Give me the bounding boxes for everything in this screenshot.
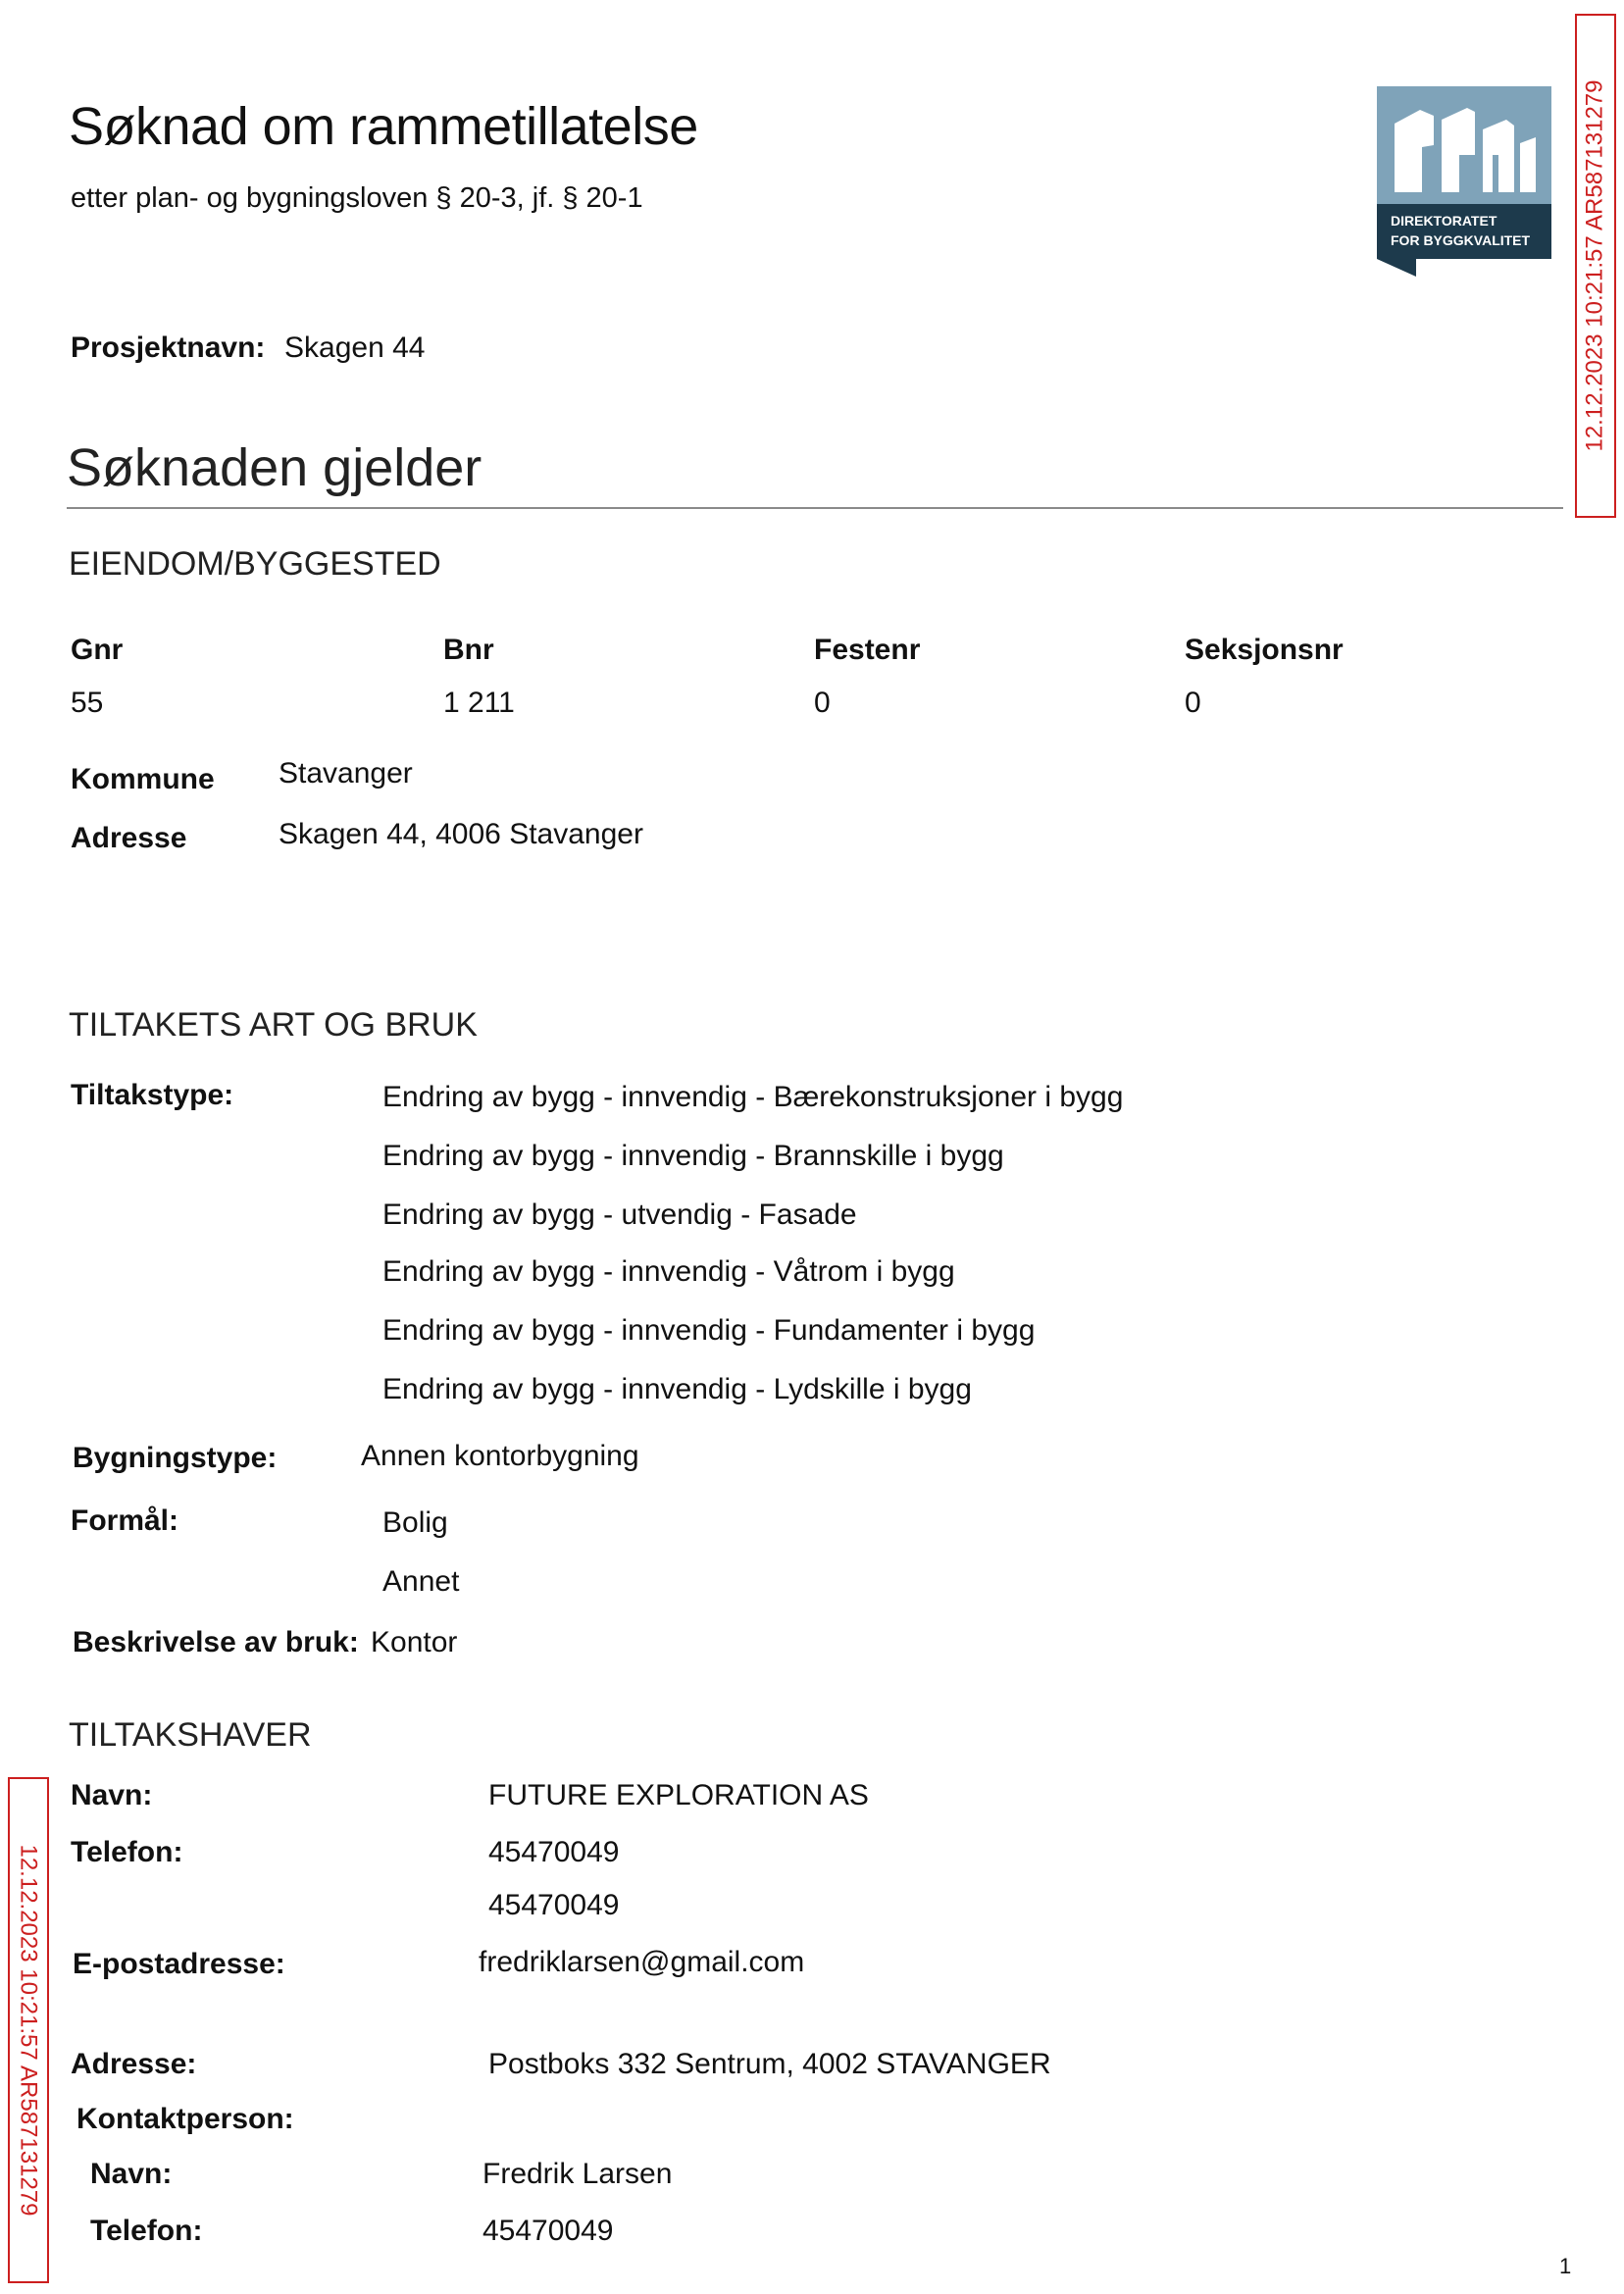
tiltakstype-item: Endring av bygg - utvendig - Fasade	[382, 1198, 857, 1231]
tiltakstype-item: Endring av bygg - innvendig - Fundamenter i bygg	[382, 1314, 1036, 1347]
kontaktperson-label: Kontaktperson:	[76, 2103, 294, 2135]
eiendom-heading: EIENDOM/BYGGESTED	[69, 545, 441, 583]
project-value: Skagen 44	[284, 331, 426, 364]
navn-label: Navn:	[71, 1779, 153, 1811]
document-subtitle: etter plan- og bygningsloven § 20-3, jf. § 20-1	[71, 182, 643, 214]
document-title: Søknad om rammetillatelse	[69, 97, 698, 156]
stamp-text: 12.12.2023 10:21:57 AR587131279	[1582, 79, 1608, 452]
formal-item: Annet	[382, 1565, 460, 1598]
bnr-label: Bnr	[443, 634, 494, 666]
seksjonsnr-value: 0	[1185, 687, 1201, 719]
kommune-value: Stavanger	[279, 757, 413, 790]
bygningstype-value: Annen kontorbygning	[361, 1440, 639, 1472]
adresse-label: Adresse	[71, 822, 187, 854]
kontakt-telefon-label: Telefon:	[90, 2215, 203, 2247]
tiltak-heading: TILTAKETS ART OG BRUK	[69, 1006, 478, 1044]
logo-tail	[1377, 259, 1416, 277]
telefon-value: 45470049	[488, 1836, 620, 1868]
gnr-value: 55	[71, 687, 104, 719]
bnr-value: 1 211	[443, 687, 515, 719]
telefon-value: 45470049	[488, 1889, 620, 1921]
epost-value: fredriklarsen@gmail.com	[479, 1946, 805, 1978]
kommune-label: Kommune	[71, 763, 215, 795]
logo-text-line1: DIREKTORATET	[1391, 213, 1497, 229]
seksjonsnr-label: Seksjonsnr	[1185, 634, 1344, 666]
kontakt-navn-label: Navn:	[90, 2158, 173, 2190]
tiltakstype-item: Endring av bygg - innvendig - Brannskille i bygg	[382, 1140, 1004, 1172]
timestamp-stamp-bottom	[8, 1777, 49, 2283]
page-number: 1	[1559, 2254, 1572, 2278]
stamp-text: 12.12.2023 10:21:57 AR587131279	[16, 1844, 42, 2217]
dibk-logo	[1377, 86, 1551, 277]
telefon-label: Telefon:	[71, 1836, 183, 1868]
project-label: Prosjektnavn:	[71, 331, 266, 364]
formal-item: Bolig	[382, 1506, 448, 1539]
section-title: Søknaden gjelder	[67, 438, 482, 497]
beskrivelse-value: Kontor	[371, 1626, 458, 1658]
gnr-label: Gnr	[71, 634, 124, 666]
tiltakshaver-heading: TILTAKSHAVER	[69, 1716, 312, 1754]
bygningstype-label: Bygningstype:	[73, 1442, 278, 1474]
logo-text-line2: FOR BYGGKVALITET	[1391, 232, 1531, 248]
kontakt-telefon-value: 45470049	[482, 2215, 614, 2247]
adresse-value: Skagen 44, 4006 Stavanger	[279, 818, 643, 850]
section-divider	[67, 507, 1563, 509]
tiltakshaver-adresse-label: Adresse:	[71, 2048, 197, 2080]
beskrivelse-label: Beskrivelse av bruk:	[73, 1626, 359, 1658]
timestamp-stamp-top	[1575, 14, 1616, 518]
festenr-label: Festenr	[814, 634, 921, 666]
tiltakstype-item: Endring av bygg - innvendig - Våtrom i bygg	[382, 1255, 955, 1288]
tiltakstype-label: Tiltakstype:	[71, 1079, 234, 1111]
epost-label: E-postadresse:	[73, 1948, 285, 1980]
tiltakstype-item: Endring av bygg - innvendig - Bærekonstruksjoner i bygg	[382, 1081, 1124, 1113]
tiltakstype-item: Endring av bygg - innvendig - Lydskille i bygg	[382, 1373, 972, 1405]
kontakt-navn-value: Fredrik Larsen	[482, 2158, 673, 2190]
tiltakshaver-adresse-value: Postboks 332 Sentrum, 4002 STAVANGER	[488, 2048, 1051, 2080]
festenr-value: 0	[814, 687, 831, 719]
formal-label: Formål:	[71, 1504, 179, 1537]
navn-value: FUTURE EXPLORATION AS	[488, 1779, 869, 1811]
